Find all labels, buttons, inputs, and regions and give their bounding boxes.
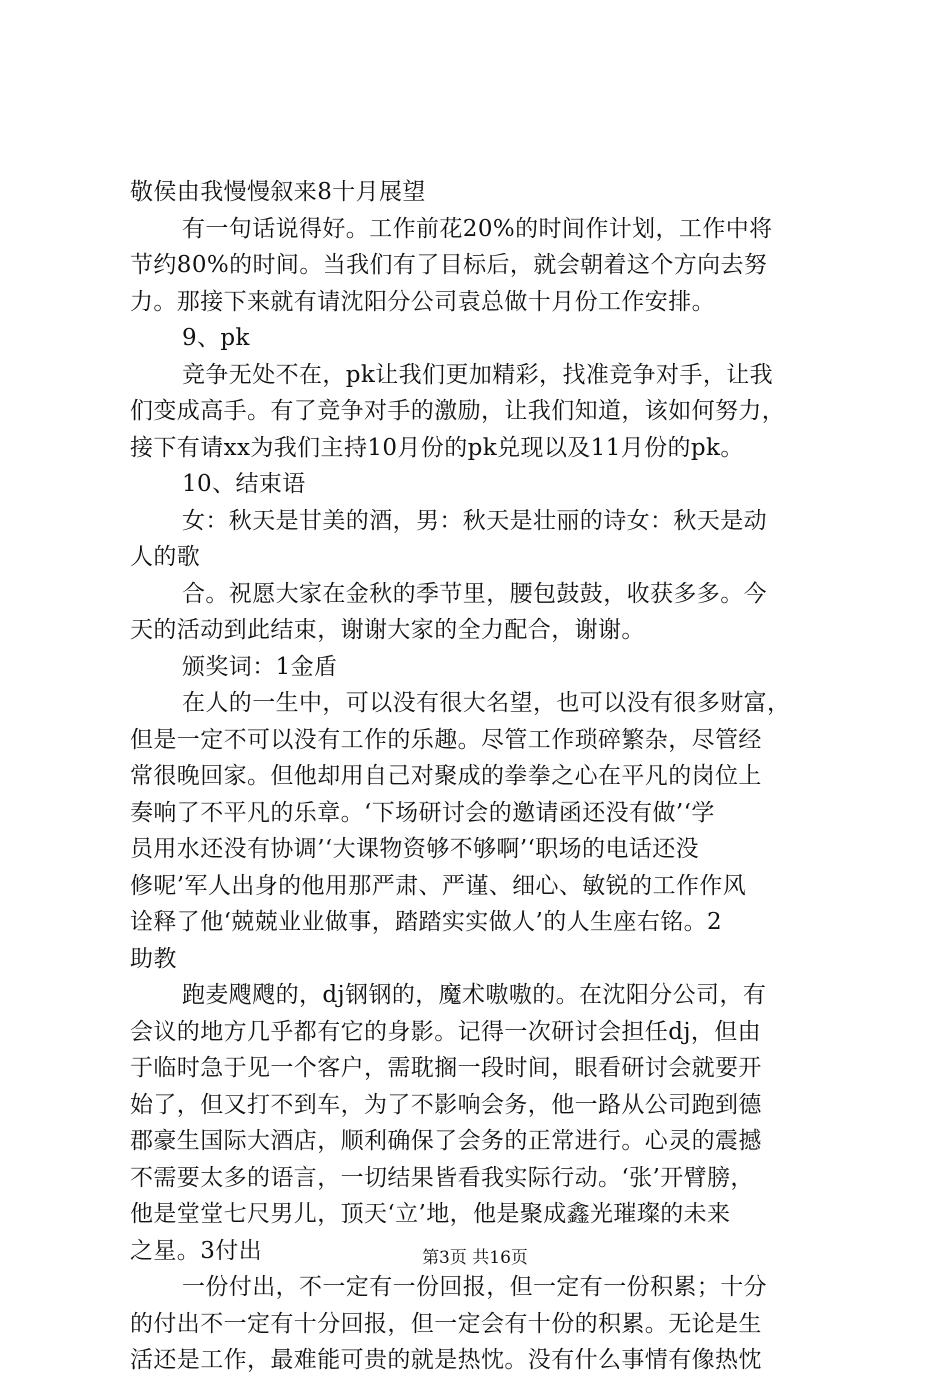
text-line: 助教 [130,945,177,972]
text-line: 始了，但又打不到车，为了不影响会务，他一路从公司跑到德 [130,1091,762,1118]
text-line: 力。那接下来就有请沈阳分公司袁总做十月份工作安排。 [130,288,715,315]
text-line: 节约80%的时间。当我们有了目标后，就会朝着这个方向去努 [130,252,768,278]
page-footer: 第3页 共16页 [422,1248,528,1268]
text-line: 敬侯由我慢慢叙来8十月展望 [130,179,426,205]
text-line: 在人的一生中，可以没有很大名望，也可以没有很多财富， [182,690,791,716]
text-line: 的付出不一定有十分回报，但一定会有十份的积累。无论是生 [130,1310,762,1337]
text-line: 9、pk [182,325,250,351]
text-line: 们变成高手。有了竞争对手的激励，让我们知道，该如何努力， [130,398,786,424]
text-line: 常很晚回家。但他却用自己对聚成的拳拳之心在平凡的岗位上 [130,763,762,789]
text-line: 女：秋天是甘美的酒，男：秋天是壮丽的诗女：秋天是动 [182,507,767,534]
text-line: 10、结束语 [182,471,306,497]
text-line: 活还是工作，最难能可贵的就是热忱。没有什么事情有像热忱 [130,1347,762,1373]
text-line: 人的歌 [130,544,201,570]
text-line: 诠释了他‘兢兢业业做事，踏踏实实做人’的人生座右铭。2 [130,909,723,935]
text-line: 之星。3付出 [130,1237,263,1264]
text-line: 他是堂堂七尺男儿，顶天‘立’地，他是聚成鑫光璀璨的未来 [130,1201,731,1227]
text-line: 合。祝愿大家在金秋的季节里，腰包鼓鼓，收获多多。今 [182,580,767,607]
text-line: 员用水还没有协调’‘大课物资够不够啊’‘职场的电话还没 [130,836,700,862]
text-line: 有一句话说得好。工作前花20%的时间作计划，工作中将 [182,215,773,242]
text-line: 会议的地方几乎都有它的身影。记得一次研讨会担任dj，但由 [130,1018,762,1045]
text-line: 修呢’军人出身的他用那严肃、严谨、细心、敏锐的工作作风 [130,872,747,899]
text-line: 但是一定不可以没有工作的乐趣。尽管工作琐碎繁杂，尽管经 [130,726,762,753]
text-line: 不需要太多的语言，一切结果皆看我实际行动。‘张’开臂膀， [130,1164,754,1191]
text-line: 郡豪生国际大酒店，顺利确保了会务的正常进行。心灵的震撼 [130,1128,762,1154]
text-line: 颁奖词：1金盾 [182,653,338,680]
text-line: 跑麦飕飕的，dj钢钢的，魔术嗷嗷的。在沈阳分公司，有 [182,982,767,1008]
text-line: 接下有请xx为我们主持10月份的pk兑现以及11月份的pk。 [130,434,744,461]
text-line: 奏响了不平凡的乐章。‘下场研讨会的邀请函还没有做’‘学 [130,799,715,826]
text-line: 天的活动到此结束，谢谢大家的全力配合，谢谢。 [130,617,645,643]
document-body [130,174,830,1379]
text-line: 竞争无处不在，pk让我们更加精彩，找准竞争对手，让我 [182,361,774,388]
text-line: 于临时急于见一个客户，需耽搁一段时间，眼看研讨会就要开 [130,1055,762,1081]
text-line: 一份付出，不一定有一份回报，但一定有一份积累；十分 [182,1274,767,1300]
